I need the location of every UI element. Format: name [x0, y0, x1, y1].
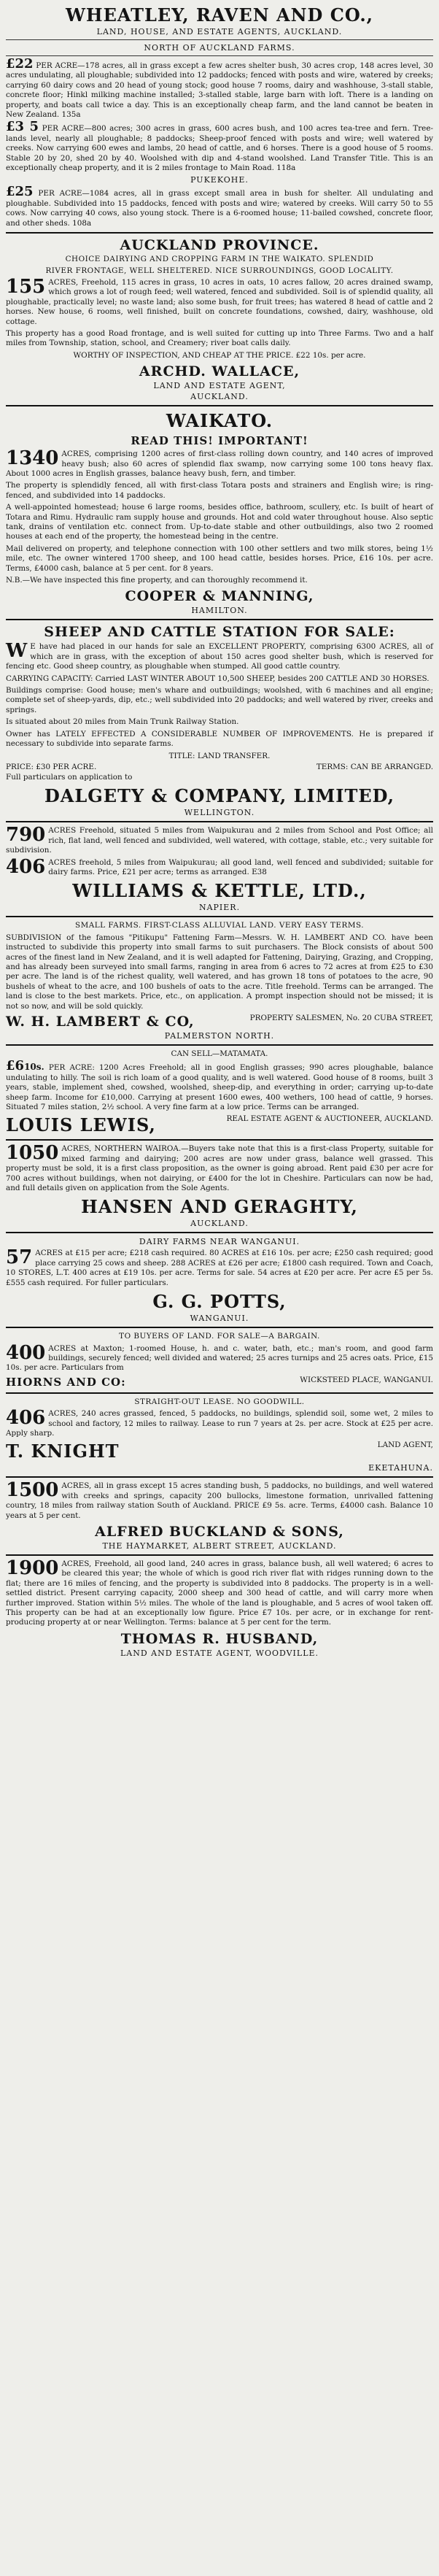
listing-text: This property has a good Road frontage, and is well suited for cutting up into Three Farms. Two and a half miles from Township, station, school, and Creamery; river boat calls daily.	[6, 328, 433, 348]
listing	[6, 56, 433, 120]
listing-text: CARRYING CAPACITY: Carried LAST WINTER ABOUT 10,500 SHEEP, besides 200 CATTLE AND 30 HORSES.	[6, 674, 430, 683]
listing-text: Buildings comprise: Good house; men's whare and outbuildings; woolshed, with 6 machines and all engine; complete set of sheep-yards, dip, etc.; well subdivided into 20 paddocks; and well watered by river, creeks and springs.	[6, 686, 433, 714]
price-row	[6, 763, 433, 771]
ad-williams-kettle	[6, 826, 433, 912]
ad-waikato	[6, 410, 433, 615]
divider	[6, 55, 433, 56]
agent-name: HIORNS AND CO:	[6, 1375, 126, 1389]
listing-text: ACRES Freehold, situated 5 miles from Waipukurau and 2 miles from School and Post Office; all rich, flat land, well fenced and subdivided, well watered, with cottage, stable, etc.; very suitable for subdivision.	[6, 826, 433, 855]
agent-name: COOPER & MANNING,	[125, 588, 314, 605]
acreage: 400	[6, 1341, 46, 1364]
listing	[6, 642, 433, 671]
ad-husband	[6, 1559, 433, 1658]
ad-subtitle: LAND, HOUSE, AND ESTATE AGENTS, AUCKLAND.	[96, 27, 343, 36]
agent-title: LAND AND ESTATE AGENT,	[153, 381, 286, 391]
newspaper-page	[6, 0, 433, 1658]
ad-louis-lewis	[6, 1049, 433, 1135]
listing	[6, 1409, 433, 1438]
divider	[6, 619, 433, 620]
note: N.B.—We have inspected this fine property, and can thoroughly recommend it.	[6, 576, 308, 585]
listing-text: Full particulars on application to	[6, 772, 133, 782]
listing-text: ACRES, NORTHERN WAIROA.—Buyers take note that this is a first-class Property, suitable for mixed farming and dairying; 200 acres are now under grass, balance well grassed. This property must be sold, it is a first class proposition, as the owner is going abroad. Rent paid £30 per acre for 700 acres without buildings, when not dairying, or £400 for the lot in Cheshire. Particulars can now be had, and full details given on application from the Sole Agents.	[6, 1144, 433, 1193]
listing	[6, 1144, 433, 1193]
acreage: 406	[6, 855, 46, 878]
ad-title: STRAIGHT-OUT LEASE. NO GOODWILL.	[134, 1397, 305, 1406]
section-title: DAIRY FARMS NEAR WANGANUI.	[139, 1237, 300, 1247]
agent-row	[6, 1441, 433, 1462]
ad-hansen-geraghty	[6, 1144, 433, 1228]
price-shillings: 10s.	[24, 1062, 44, 1073]
agent-address: WICKSTEED PLACE, WANGANUI.	[300, 1375, 433, 1384]
ref: 135a	[61, 110, 81, 120]
divider	[6, 1139, 433, 1141]
listing-text: A well-appointed homestead; house 6 large rooms, besides office, bathroom, scullery, etc. Is built of heart of Totara and Rimu. Hydraulic ram supply house and grounds. Hot and cold water throughout house. Also septic tank, drains of ventilation etc. connect from. Up-to-date stable and other outbuildings, also two 2 roomed houses at each end of the property, the homestead being in the centre.	[6, 503, 433, 541]
agent-address: PROPERTY SALESMEN, No. 20 CUBA STREET,	[249, 1014, 433, 1022]
divider	[6, 232, 433, 234]
agent-city: NAPIER.	[198, 903, 241, 913]
agent-address: LAND AND ESTATE AGENT, WOODVILLE.	[120, 1648, 319, 1658]
listing-text: SUBDIVISION of the famous "Pitikupu" Fattening Farm—Messrs. W. H. LAMBERT AND CO. have been instructed to subdivide this property into small farms to suit purchasers. The Block consists of about 500 acres of the finest land in New Zealand, and it is well adapted for Fattening, Dairying, Grazing, and Cropping, and has already been surveyed into small farms, ranging in area from 6 acres to 72 acres at from £25 to £30 per acre. The land is of the richest quality, well watered, and has grown 18 tons of potatoes to the acre, 90 bushels of wheat to the acre, and 100 bushels of oats to the acre. Title freehold. Terms can be arranged. The land is close to the best markets. Price, etc., on application. A prompt inspection should not be missed; it is not so now, and will be sold quickly.	[6, 933, 433, 1011]
listing-text: PER ACRE—800 acres; 300 acres in grass, 600 acres bush, and 100 acres tea-tree and fern. Tree-lands level, nearly all ploughable; 8 paddocks; Sheep-proof fenced with posts and wire; well watered by creeks. Now carrying 600 ewes and lambs, 20 head of cattle, and 6 horses. There is a good house of 5 rooms. Stable 20 by 20, shed 20 by 40. Woolshed with dip and 4-stand woolshed. Land Transfer Title. This is an exceptionally cheap property, and it is 2 miles frontage to Main Road.	[6, 124, 433, 173]
listing-text: ACRES, comprising 1200 acres of first-class rolling down country, and 140 acres of improved heavy bush; also 60 acres of splendid flax swamp, now carrying some 100 tons heavy flax. About 1000 acres in English grasses, balance heavy bush, fern, and timber.	[6, 450, 433, 478]
listing	[6, 1481, 433, 1521]
listing-text: E have had placed in our hands for sale an EXCELLENT PROPERTY, comprising 6300 ACRES, all of which are in grass, with the exception of about 150 acres good shelter bush, which is reserved for fencing etc. Good sheep country, as ploughable when stumped. All good cattle country.	[6, 642, 433, 671]
agent-name: ARCHD. WALLACE,	[139, 363, 300, 380]
acreage: 1500	[6, 1479, 59, 1502]
ad-title: AUCKLAND PROVINCE.	[120, 237, 319, 254]
listing	[6, 119, 433, 173]
agent-city: EKETAHUNA.	[368, 1463, 433, 1473]
divider	[6, 1476, 433, 1478]
divider	[6, 821, 433, 822]
listing-text: PER ACRE—178 acres, all in grass except a few acres shelter bush, 30 acres crop, 148 acres level, 30 acres undulating, all ploughable; subdivided into 12 paddocks; fenced with posts and wire, watered by creeks; carrying 60 dairy cows and 20 head of young stock; good house 7 rooms, dairy and washhouse, 3-stall stable, concrete floor; Hinkl milking machine installed; 3-stalled stable, large barn with loft. There is a landing on property, and boats call twice a day. This is an exceptionally cheap farm, and the land cannot be beaten in New Zealand.	[6, 61, 433, 120]
price: £6	[6, 1058, 25, 1074]
acreage: 1340	[6, 447, 59, 470]
agent-city: WANGANUI.	[190, 1314, 249, 1324]
divider	[6, 1554, 433, 1556]
acreage: 155	[6, 275, 46, 298]
divider	[6, 39, 433, 40]
agent-name: G. G. POTTS,	[152, 1291, 287, 1313]
acreage: 1900	[6, 1557, 59, 1579]
price: PRICE: £30 PER ACRE.	[6, 762, 97, 771]
agent-name: ALFRED BUCKLAND & SONS,	[95, 1523, 344, 1540]
listing	[6, 1246, 433, 1288]
ad-title: SMALL FARMS. FIRST-CLASS ALLUVIAL LAND. VERY EASY TERMS.	[74, 921, 365, 930]
terms: TERMS: CAN BE ARRANGED.	[316, 762, 433, 771]
agent-address: LAND AGENT,	[377, 1441, 433, 1450]
listing-text: ACRES, Freehold, 115 acres in grass, 10 acres in oats, 10 acres fallow, 20 acres drained swamp, which grows a lot of rough feed; well watered, fenced and subdivided. Soil is of splendid quality, all ploughable, practically level; no waste land; also some bush, for fruit trees; has watered 8 head of cattle and 2 horses. New house, 6 rooms, well finished, built on concrete foundations, cowshed, dairy, washhouse, old cottage.	[6, 277, 433, 326]
headline: RIVER FRONTAGE, WELL SHELTERED. NICE SURROUNDINGS, GOOD LOCALITY.	[45, 266, 394, 275]
divider	[6, 1044, 433, 1046]
price-line: WORTHY OF INSPECTION, AND CHEAP AT THE PRICE. £22 10s. per acre.	[73, 350, 366, 360]
agent-row	[6, 1376, 433, 1389]
agent-city: AUCKLAND.	[190, 1219, 249, 1229]
listing-text: ACRES, all in grass except 15 acres standing bush, 5 paddocks, no buildings, and well watered with creeks and springs, capacity 200 bullocks, limestone formation, unrivalled fattening country, 18 miles from railway station South of Auckland. PRICE £9 5s. acre. Terms, £4000 cash. Balance 10 years at 5 per cent.	[6, 1481, 433, 1520]
agent-name: THOMAS R. HUSBAND,	[120, 1630, 319, 1647]
ad-auckland-province	[6, 237, 433, 401]
ad-subtitle: READ THIS! IMPORTANT!	[131, 434, 308, 448]
agent-city: AUCKLAND.	[190, 392, 249, 402]
listing	[6, 1341, 433, 1373]
listing	[6, 1058, 433, 1112]
agent-name: DALGETY & COMPANY, LIMITED,	[44, 785, 395, 807]
ad-title: TO BUYERS OF LAND. FOR SALE—A BARGAIN.	[119, 1332, 320, 1341]
agent-name: LOUIS LEWIS,	[6, 1114, 156, 1136]
divider	[6, 1392, 433, 1394]
listing-text: ACRES, 240 acres grassed, fenced, 5 paddocks, no buildings, splendid soil, some wet, 2 miles to school and factory, 12 miles to railway. Lease to run 7 years at 2s. per acre. Stock at £25 per acre. Apply sharp.	[6, 1409, 433, 1438]
listing-text: PER ACRE: 1200 Acres Freehold; all in good English grasses; 990 acres ploughable, balance undulating to hilly. The soil is rich loam of a good quality, and is well watered. Good house of 8 rooms, built 3 years, stable, implement shed, cowshed, woolshed, sheep-dip, and everything in order; carrying up-to-date sheep farm. Income for £10,000. Carrying at present 1600 ewes, 400 wethers, 100 head of cattle, 9 horses. Situated 7 miles station, 2½ school. A very fine farm at a low price. Terms can be arranged.	[6, 1063, 433, 1112]
listing-text: Owner has LATELY EFFECTED A CONSIDERABLE NUMBER OF IMPROVEMENTS. He is prepared if necessary to subdivide into separate farms.	[6, 729, 433, 749]
section-title: NORTH OF AUCKLAND FARMS.	[144, 43, 295, 53]
ad-potts	[6, 1237, 433, 1323]
initial: W	[6, 640, 28, 663]
ref: E38	[252, 867, 267, 876]
ad-wheatley-raven	[6, 4, 433, 228]
agent-name: W. H. LAMBERT & CO,	[6, 1014, 195, 1030]
agent-city: PALMERSTON NORTH.	[164, 1031, 275, 1041]
headline: CHOICE DAIRYING AND CROPPING FARM IN THE WAIKATO. SPLENDID	[65, 255, 374, 264]
listing-text: Mail delivered on property, and telephone connection with 100 other settlers and two milk stores, being 1½ mile, etc. The owner wintered 1700 sheep, and 100 head cattle, besides horses. Price, £16 10s. per acre. Terms, £4000 cash, balance at 5 per cent. for 8 years.	[6, 544, 433, 573]
listing	[6, 184, 433, 228]
ref: 118a	[276, 163, 296, 173]
acreage: 790	[6, 824, 46, 847]
listing-text: The property is splendidly fenced, all with first-class Totara posts and strainers and English wire; is ring-fenced, and subdivided into 14 paddocks.	[6, 481, 433, 500]
price: £22	[6, 56, 34, 72]
ad-lambert	[6, 921, 433, 1041]
listing	[6, 826, 433, 855]
divider	[6, 1232, 433, 1233]
listing	[6, 275, 433, 327]
headline: CAN SELL—MATAMATA.	[171, 1049, 268, 1058]
section-title: PUKEKOHE.	[190, 175, 249, 185]
agent-name: WILLIAMS & KETTLE, LTD.,	[72, 880, 367, 902]
title-line: TITLE: LAND TRANSFER.	[168, 751, 271, 760]
ad-title: WAIKATO.	[166, 410, 273, 432]
listing-text: PER ACRE—1084 acres, all in grass except small area in bush for shelter. All undulating and ploughable. Subdivided into 15 paddocks, fenced with posts and wire; watered by creeks. Will carry 50 to 55 cows. Now carrying 40 cows, also young stock. There is a 6-roomed house; 11-bailed cowshed, concrete floor, and other sheds.	[6, 189, 433, 228]
agent-row	[6, 1114, 433, 1135]
ad-buckland	[6, 1481, 433, 1551]
price: £3 5	[6, 119, 39, 135]
listing-text: ACRES, Freehold, all good land, 240 acres in grass, balance bush, all well watered; 6 acres to be cleared this year; the whole of which is good rich river flat with ridges running down to the flat; there are 16 miles of fencing, and the property is subdivided into 8 paddocks. The property is in a well-settled district. Present carrying capacity, 2000 sheep and 300 head of cattle, and will carry more when further improved. Station within 5½ miles. The whole of the land is ploughable, and 5 acres of wool taken off. This property can be had at an exceptionally low figure. Price £7 10s. per acre, or in exchange for rent-producing property at or near Wellington. Terms: balance at 5 per cent for the term.	[6, 1559, 433, 1627]
agent-name: T. KNIGHT	[6, 1441, 120, 1462]
listing-text: ACRES at Maxton; 1-roomed House, h. and c. water, bath, etc.; man's room, and good farm buildings, securely fenced; well divided and watered; 25 acres turnips and 25 acres oats. Price, £15 10s. per acre. Particulars from	[6, 1343, 433, 1373]
agent-name: HANSEN AND GERAGHTY,	[81, 1196, 358, 1218]
acreage: 406	[6, 1407, 46, 1430]
agent-city: HAMILTON.	[191, 606, 248, 616]
divider	[6, 916, 433, 917]
agent-city: WELLINGTON.	[184, 808, 255, 818]
divider	[6, 405, 433, 406]
divider	[6, 1327, 433, 1328]
agent-address: REAL ESTATE AGENT & AUCTIONEER, AUCKLAND.	[226, 1114, 433, 1124]
listing	[6, 447, 433, 479]
listing	[6, 1559, 433, 1628]
ad-knight	[6, 1397, 433, 1473]
ad-title: WHEATLEY, RAVEN AND CO.,	[65, 4, 374, 26]
ad-sheep-station	[6, 624, 433, 817]
agent-row	[6, 1014, 433, 1030]
listing-text: ACRES at £15 per acre; £218 cash required. 80 ACRES at £16 10s. per acre; £250 cash required; good place carrying 25 cows and sheep. 288 ACRES at £26 per acre; £1800 cash required. Town and Coach, 10 STORES, L.T. 400 acres at £19 10s. per acre. Terms for sale. 54 acres at £20 per acre. Per acre £5 per 5s. £555 cash required. For fuller particulars.	[6, 1249, 433, 1287]
ad-hiorns	[6, 1332, 433, 1389]
listing	[6, 855, 433, 878]
listing-text: Is situated about 20 miles from Main Trunk Railway Station.	[6, 717, 239, 727]
acreage: 1050	[6, 1142, 59, 1165]
acreage: 57	[6, 1246, 33, 1269]
listing-text: ACRES freehold, 5 miles from Waipukurau; all good land, well fenced and subdivided; suitable for dairy farms. Price, £21 per acre; terms as arranged.	[48, 857, 433, 876]
ref: 108a	[72, 218, 92, 228]
price: £25	[6, 184, 34, 200]
ad-title: SHEEP AND CATTLE STATION FOR SALE:	[44, 624, 395, 641]
agent-address: THE HAYMARKET, ALBERT STREET, AUCKLAND.	[102, 1540, 337, 1551]
